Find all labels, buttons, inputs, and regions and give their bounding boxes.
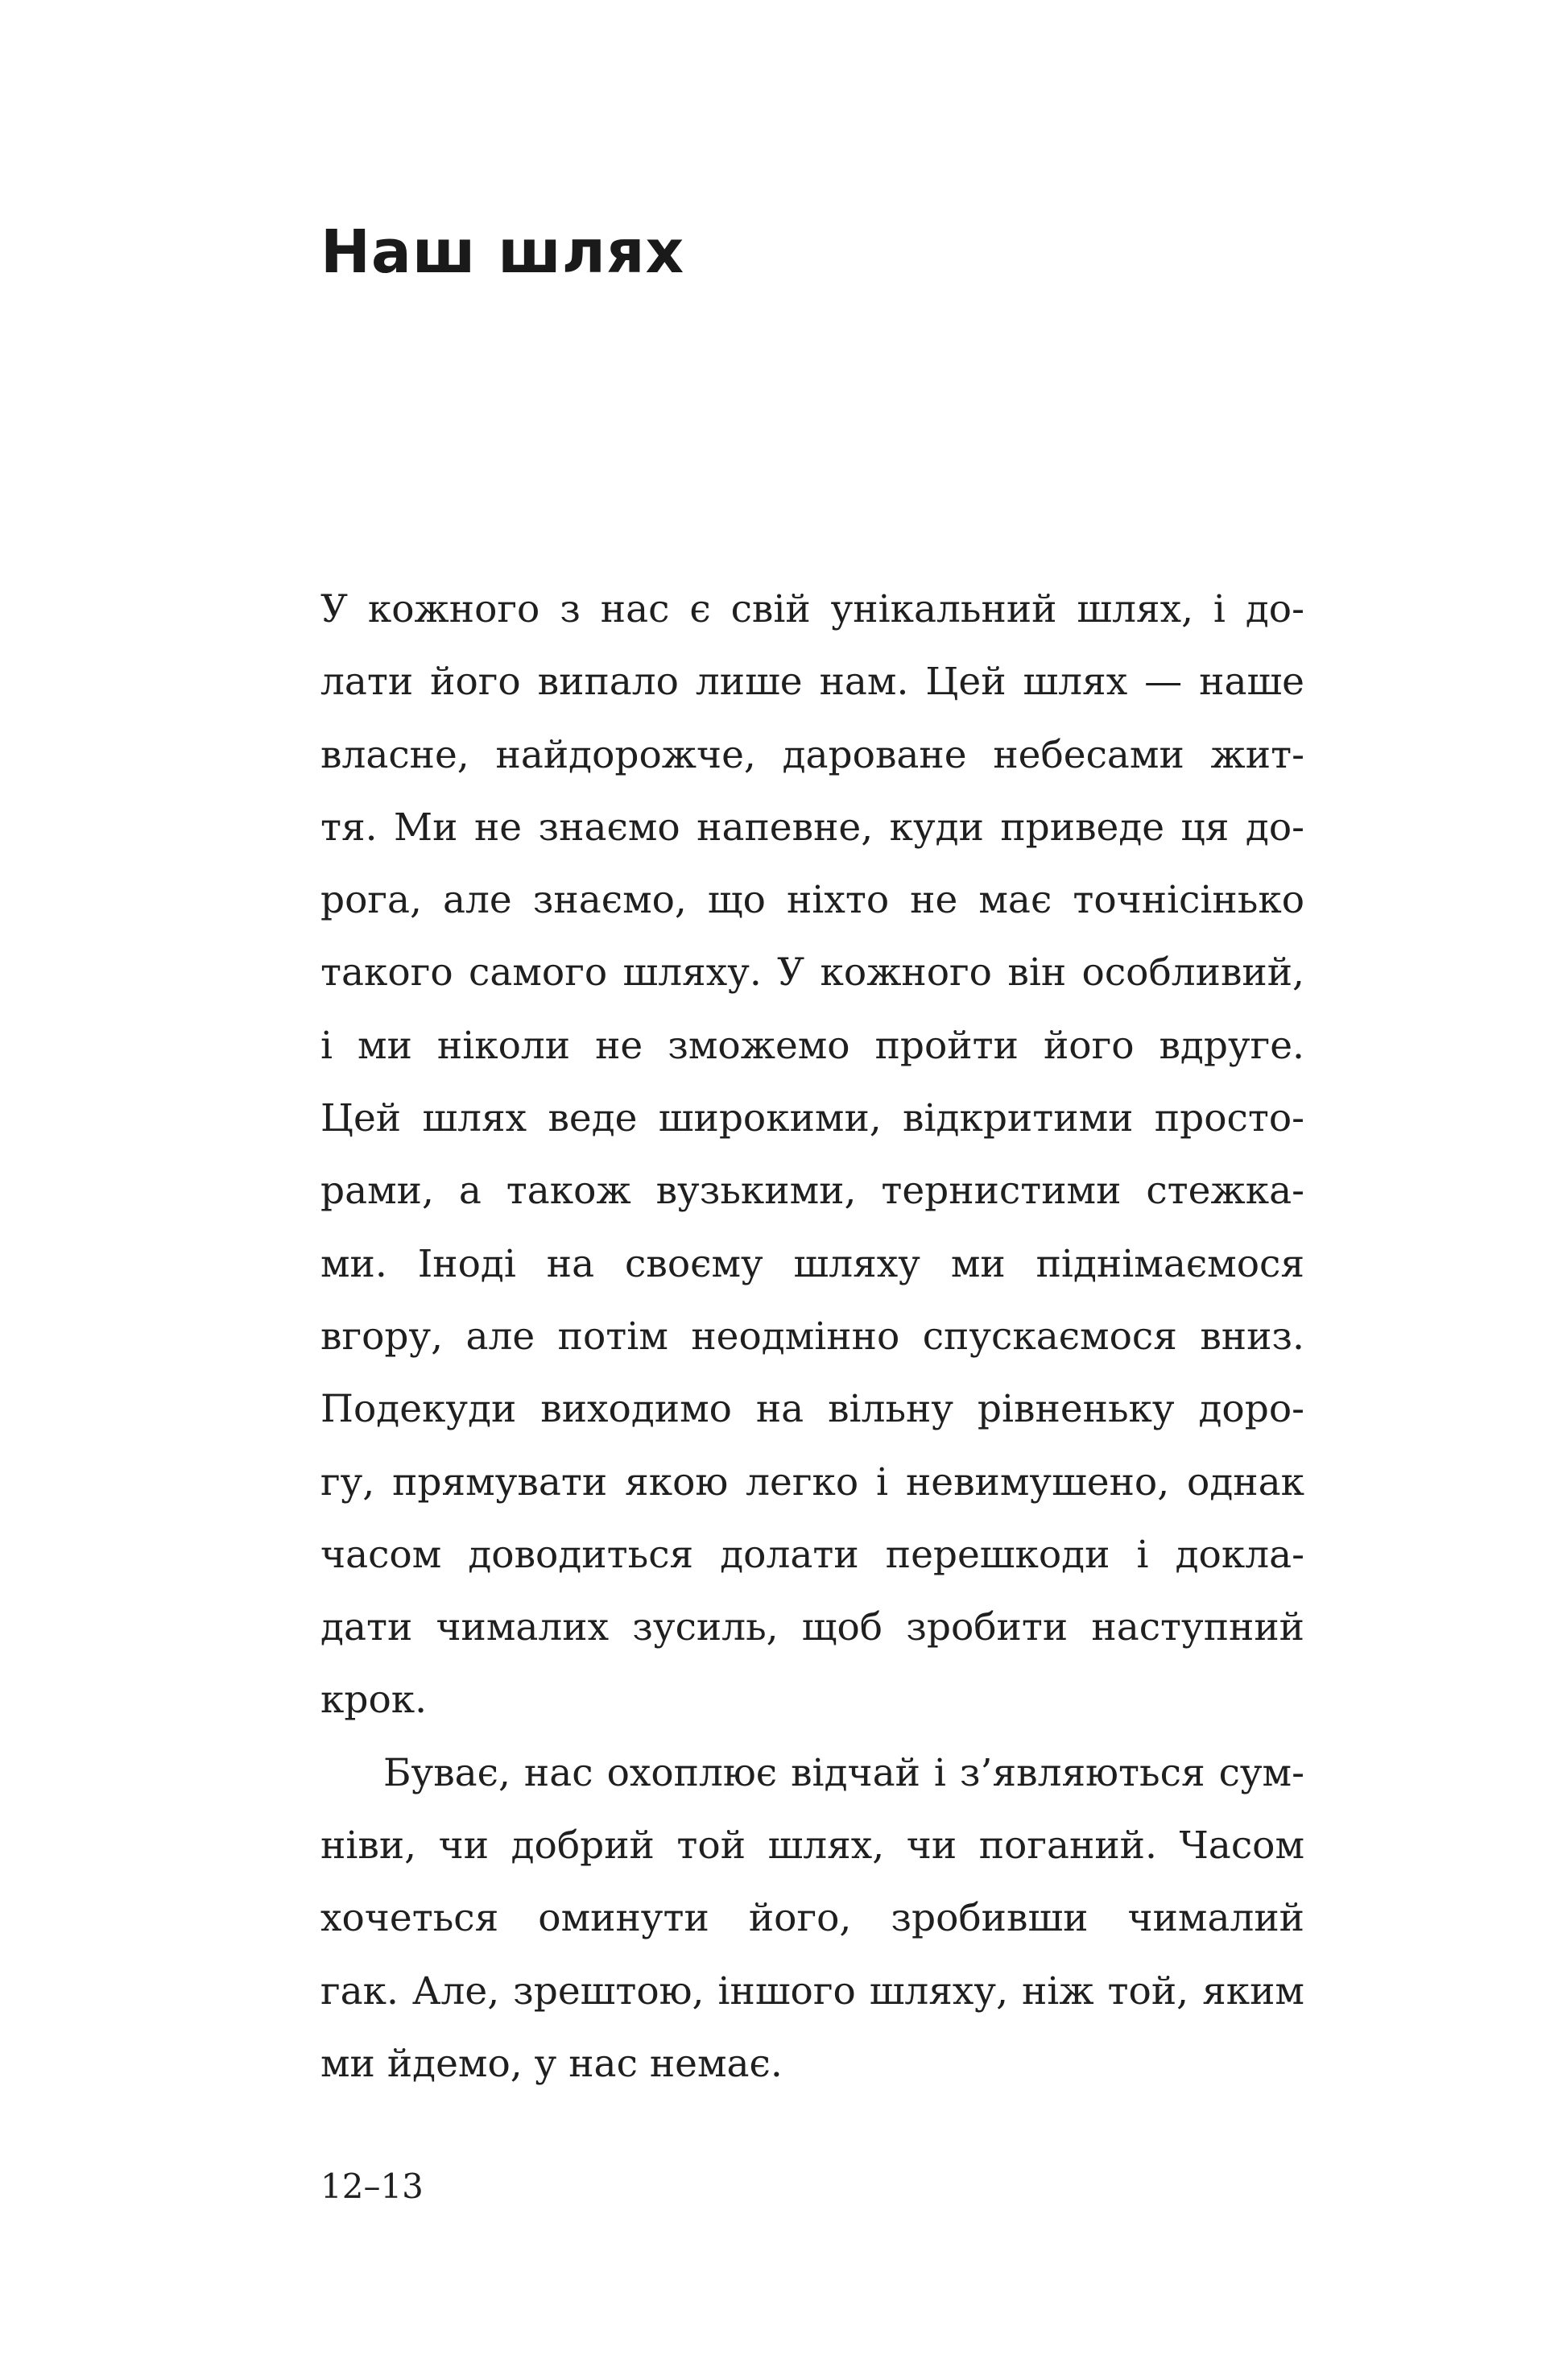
text-line: гу, прямувати якою легко і невимушено, однак xyxy=(320,1459,1304,1505)
text-line: хочеться оминути його, зробивши чималий xyxy=(320,1896,1304,1941)
paragraph-2 xyxy=(320,1737,1304,2101)
text-line: крок. xyxy=(320,1678,428,1723)
text-line: вгору, але потім неодмінно спускаємося вниз. xyxy=(320,1314,1304,1359)
text-line: лати його випало лише нам. Цей шлях — наше xyxy=(320,660,1304,705)
page-title: Наш шлях xyxy=(320,217,685,287)
text-line: Цей шлях веде широкими, відкритими просто- xyxy=(320,1096,1304,1141)
text-line: Буває, нас охоплює відчай і з’являються сум- xyxy=(383,1750,1304,1795)
paragraph-1 xyxy=(320,573,1304,1737)
text-line: ми йдемо, у нас немає. xyxy=(320,2041,783,2086)
text-line: рами, а також вузькими, тернистими стежка- xyxy=(320,1169,1304,1214)
page-number: 12–13 xyxy=(320,2167,424,2206)
text-line: гак. Але, зрештою, іншого шляху, ніж той, яким xyxy=(320,1968,1304,2014)
text-line: ніви, чи добрий той шлях, чи поганий. Часом xyxy=(320,1823,1304,1869)
text-line: дати чималих зусиль, щоб зробити наступний xyxy=(320,1605,1304,1650)
text-line: Подекуди виходимо на вільну рівненьку доро- xyxy=(320,1387,1304,1432)
text-line: часом доводиться долати перешкоди і докла- xyxy=(320,1532,1304,1577)
text-line: такого самого шляху. У кожного він особливий, xyxy=(320,950,1304,995)
text-line: тя. Ми не знаємо напевне, куди приведе ця до- xyxy=(320,805,1304,850)
text-line: У кожного з нас є свій унікальний шлях, і до- xyxy=(320,587,1304,631)
text-line: і ми ніколи не зможемо пройти його вдруге. xyxy=(320,1023,1304,1068)
text-line: власне, найдорожче, дароване небесами жит- xyxy=(320,732,1304,777)
body-text xyxy=(320,573,1304,2101)
text-line: ми. Іноді на своєму шляху ми піднімаємося xyxy=(320,1241,1304,1286)
text-line: рога, але знаємо, що ніхто не має точнісінько xyxy=(320,878,1304,923)
